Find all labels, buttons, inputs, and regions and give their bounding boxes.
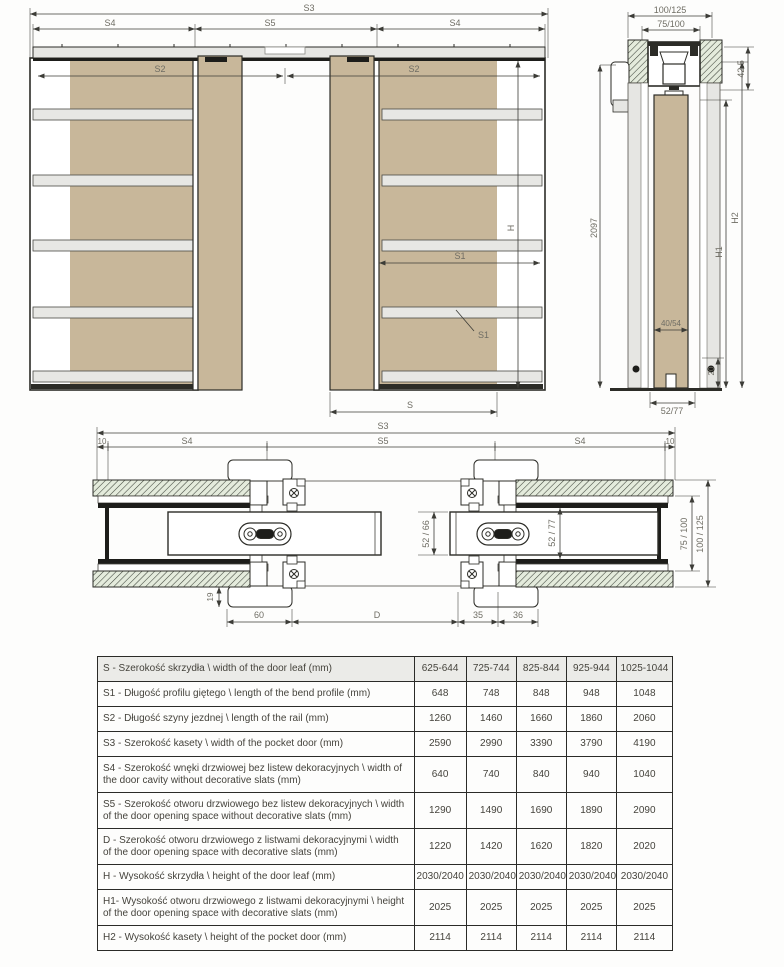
row-value: 1860: [566, 707, 616, 732]
front-view: [30, 3, 548, 417]
dim-h: H: [506, 224, 516, 232]
row-value: 2990: [466, 732, 516, 757]
track-center-inset: [265, 47, 305, 54]
dim-2097: 2097: [589, 217, 599, 239]
row-value: 2030/2040: [516, 865, 566, 890]
dim-d: D: [373, 610, 381, 620]
row-value: 1220: [414, 829, 466, 865]
dimension-table: [97, 656, 673, 951]
dim-60: 60: [253, 610, 265, 620]
pocket-end-left: [105, 508, 109, 560]
row-label: H2 - Wysokość kasety \ height of the pocket door (mm): [98, 926, 415, 951]
row-value: 840: [516, 757, 566, 793]
row-value: 725-744: [466, 657, 516, 682]
dim-h2: H2: [730, 212, 740, 224]
dim-40-54: 40/54: [660, 319, 682, 328]
row-value: 3790: [566, 732, 616, 757]
table-row: [98, 890, 673, 926]
roller-carriage: [663, 64, 685, 84]
row-value: 2114: [616, 926, 672, 951]
floor-line: [610, 388, 722, 391]
row-value: 625-644: [414, 657, 466, 682]
dim-10-left: 10: [97, 437, 107, 446]
row-value: 2114: [566, 926, 616, 951]
row-label: S1 - Długość profilu giętego \ length of the bend profile (mm): [98, 682, 415, 707]
dim-h1: H1: [714, 246, 724, 258]
table-row: [98, 757, 673, 793]
dim-s4-front-left: S4: [104, 18, 116, 28]
dim-s3-plan: S3: [377, 421, 389, 431]
row-value: 2030/2040: [466, 865, 516, 890]
dim-s4-plan-left: S4: [181, 436, 193, 446]
row-value: 2590: [414, 732, 466, 757]
row-value: 1490: [466, 793, 516, 829]
row-label: H1- Wysokość otworu drzwiowego z listwami dekoracyjnymi \ height of the door opening space with decorative slats (mm): [98, 890, 415, 926]
row-value: 2025: [566, 890, 616, 926]
row-value: 740: [466, 757, 516, 793]
dim-52-77-plan: 52 / 77: [547, 519, 557, 547]
row-value: 1040: [616, 757, 672, 793]
dim-75-100-side: 75/100: [657, 19, 685, 29]
dim-100-125-side: 100/125: [653, 5, 687, 15]
row-value: 2030/2040: [616, 865, 672, 890]
floor-guide-notch: [666, 374, 676, 388]
dim-35: 35: [472, 610, 484, 620]
dim-36: 36: [512, 610, 524, 620]
dim-42-5: 42.5: [736, 60, 746, 78]
table-row: [98, 657, 673, 682]
dim-52-77-side: 52/77: [660, 406, 684, 416]
architrave-top-left: [228, 460, 292, 481]
row-value: 2025: [616, 890, 672, 926]
dim-s5-front: S5: [264, 18, 276, 28]
row-label: D - Szerokość otworu drzwiowego z listwami dekoracyjnymi \ width of the door opening space with decorative slats (mm): [98, 829, 415, 865]
row-value: 1025-1044: [616, 657, 672, 682]
track-underline: [33, 58, 545, 61]
row-value: 948: [566, 682, 616, 707]
roller-wheel: [660, 52, 688, 64]
side-section-view: [589, 5, 754, 416]
row-value: 1420: [466, 829, 516, 865]
dim-75-100-plan: 75 / 100: [679, 517, 689, 551]
wall-hatch-left: [628, 40, 648, 83]
row-label: S - Szerokość skrzydła \ width of the door leaf (mm): [98, 657, 415, 682]
row-value: 2025: [414, 890, 466, 926]
row-value: 748: [466, 682, 516, 707]
row-value: 2090: [616, 793, 672, 829]
plan-walls-bottom: [93, 559, 673, 587]
row-value: 1690: [516, 793, 566, 829]
table-row: [98, 682, 673, 707]
dim-s1: S1: [454, 251, 466, 261]
row-value: 925-944: [566, 657, 616, 682]
right-stud: [374, 58, 379, 390]
dim-s3-front: S3: [303, 3, 315, 13]
dim-52-66: 52 / 66: [421, 520, 431, 548]
table-row: [98, 793, 673, 829]
row-value: 2025: [466, 890, 516, 926]
row-value: 2025: [516, 890, 566, 926]
row-value: 2020: [616, 829, 672, 865]
row-value: 2030/2040: [566, 865, 616, 890]
row-value: 2114: [466, 926, 516, 951]
row-label: S3 - Szerokość kasety \ width of the pocket door (mm): [98, 732, 415, 757]
dim-s2-right: S2: [408, 64, 420, 74]
row-value: 940: [566, 757, 616, 793]
dim-s5-plan: S5: [377, 436, 389, 446]
row-value: 1048: [616, 682, 672, 707]
row-value: 1660: [516, 707, 566, 732]
row-label: H - Wysokość skrzydła \ height of the door leaf (mm): [98, 865, 415, 890]
row-value: 648: [414, 682, 466, 707]
dim-100-125-plan: 100 / 125: [695, 515, 705, 553]
dim-10-right: 10: [665, 437, 675, 446]
left-stud: [193, 58, 198, 390]
right-door-hanger: [347, 57, 369, 62]
row-value: 1260: [414, 707, 466, 732]
dim-s: S: [406, 400, 414, 410]
left-door-leaf-front: [198, 56, 242, 390]
plan-walls-top: [93, 480, 673, 508]
dim-s2-left: S2: [154, 64, 166, 74]
plan-section-view: [93, 421, 716, 627]
row-value: 3390: [516, 732, 566, 757]
dim-19: 19: [206, 592, 215, 602]
jamb-profile: [611, 62, 629, 106]
row-value: 848: [516, 682, 566, 707]
architrave-bottom-right: [474, 586, 538, 607]
row-value: 4190: [616, 732, 672, 757]
track-roller-assembly: [648, 42, 700, 102]
door-leaf-section: [654, 95, 688, 388]
row-label: S4 - Szerokość wnęki drzwiowej bez listew dekoracyjnych \ width of the door cavity without decorative slats (mm): [98, 757, 415, 793]
right-door-leaf-front: [330, 56, 374, 390]
row-value: 1820: [566, 829, 616, 865]
screw-left: [633, 366, 640, 373]
left-door-hanger: [205, 57, 227, 62]
door-handle-left: [239, 523, 291, 545]
left-bottom-rail: [31, 384, 197, 389]
row-value: 640: [414, 757, 466, 793]
row-value: 2030/2040: [414, 865, 466, 890]
table-row: [98, 829, 673, 865]
dim-20: 20: [707, 366, 716, 376]
dim-s4-plan-right: S4: [574, 436, 586, 446]
row-value: 1460: [466, 707, 516, 732]
table-row: [98, 865, 673, 890]
architrave-top-right: [474, 460, 538, 481]
row-value: 825-844: [516, 657, 566, 682]
row-label: S5 - Szerokość otworu drzwiowego bez listew dekoracyjnych \ width of the door opening space without decorative slats (mm): [98, 793, 415, 829]
table-row: [98, 926, 673, 951]
row-value: 1620: [516, 829, 566, 865]
table-row: [98, 732, 673, 757]
row-value: 2114: [516, 926, 566, 951]
row-value: 1890: [566, 793, 616, 829]
wall-hatch-right: [700, 40, 722, 83]
door-handle-right: [477, 523, 529, 545]
row-label: S2 - Długość szyny jezdnej \ length of the rail (mm): [98, 707, 415, 732]
row-value: 2060: [616, 707, 672, 732]
table-row: [98, 707, 673, 732]
architrave-bottom-left: [228, 586, 292, 607]
row-value: 2114: [414, 926, 466, 951]
row-value: 1290: [414, 793, 466, 829]
dim-s4-front-right: S4: [449, 18, 461, 28]
dim-s1-leader: S1: [478, 330, 490, 340]
